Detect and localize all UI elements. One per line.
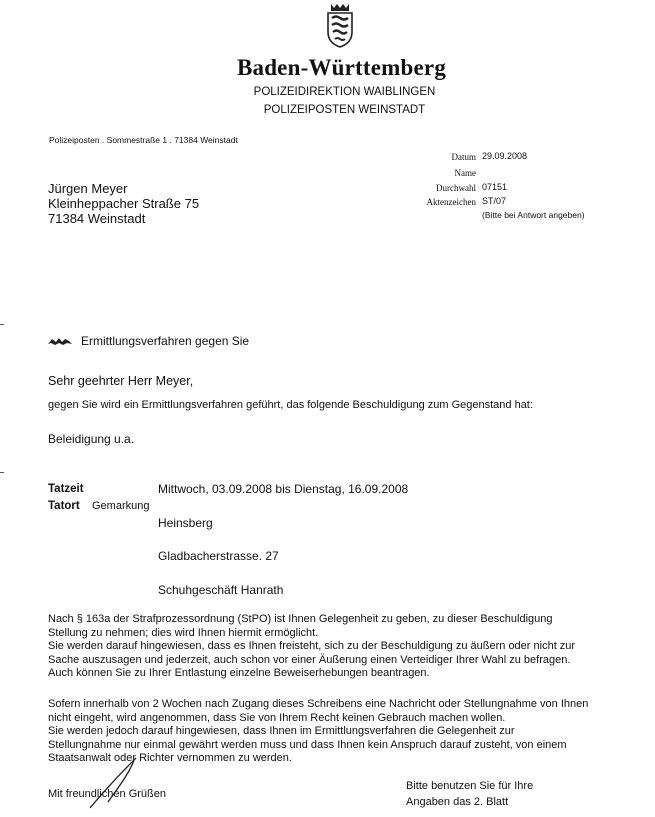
signature-stroke: [86, 752, 146, 812]
closing-text: Mit freundlichen Grüßen: [48, 788, 166, 800]
state-name: Baden-Württemberg: [236, 55, 447, 80]
department-name: POLIZEIDIREKTION WAIBLINGEN: [253, 86, 436, 98]
datum-value: 29.09.2008: [482, 151, 528, 161]
datum-label: Datum: [451, 152, 476, 162]
durchwahl-label: Durchwahl: [436, 183, 476, 193]
office-name: POLIZEIPOSTEN WEINSTADT: [263, 104, 426, 116]
reference-note: (Bitte bei Antwort angeben): [482, 210, 585, 220]
charge-text: Beleidigung u.a.: [48, 432, 135, 446]
tatort-label: Tatort: [48, 500, 80, 512]
paragraph-line: Stellungnahme nur einmal gewährt werden muss und dass Ihnen kein Anspruch darauf zusteht, von einem: [48, 738, 567, 751]
side-note-line2: Angaben das 2. Blatt: [406, 796, 509, 808]
paragraph-line: Sie werden darauf hingewiesen, dass es Ihnen freisteht, sich zu der Beschuldigung zu äußern oder nicht zur: [48, 640, 576, 653]
intro-text: gegen Sie wird ein Ermittlungsverfahren geführt, das folgende Beschuldigung zum Gegenstand hat:: [48, 399, 533, 411]
paragraph-line: nicht eingeht, wird angenommen, dass Sie von Ihrem Recht keinen Gebrauch machen wollen.: [48, 711, 506, 724]
tatort-city: Heinsberg: [158, 516, 213, 530]
paragraph-line: Auch können Sie zu Ihrer Entlastung einzelne Beweiserhebungen beantragen.: [48, 667, 430, 680]
gemarkung-label: Gemarkung: [92, 500, 150, 512]
fold-mark: [0, 324, 4, 325]
tatzeit-value: Mittwoch, 03.09.2008 bis Dienstag, 16.09.2008: [158, 482, 409, 496]
aktenzeichen-value: ST/07: [482, 196, 507, 206]
paragraph-line: Sofern innerhalb von 2 Wochen nach Zugang dieses Schreibens eine Nachricht oder Stellungnahme von Ihnen: [48, 698, 589, 710]
recipient-street: Kleinheppacher Straße 75: [48, 196, 200, 211]
paragraph-line: Sache auszusagen und jederzeit, auch schon vor einer Äußerung einen Verteidiger Ihrer Wahl zu befragen.: [48, 653, 571, 666]
paragraph-line: Sie werden jedoch darauf hingewiesen, dass Ihnen im Ermittlungsverfahren die Gelegenheit zur: [48, 725, 515, 738]
side-note-line1: Bitte benutzen Sie für Ihre: [406, 780, 534, 792]
tatort-place: Schuhgeschäft Hanrath: [158, 583, 284, 597]
coat-of-arms-icon: [323, 2, 357, 48]
paragraph-line: Nach § 163a der Strafprozessordnung (StPO) ist Ihnen Gelegenheit zu geben, zu dieser Beschuldigung: [48, 613, 553, 625]
tatzeit-label: Tatzeit: [48, 483, 84, 495]
tatort-street: Gladbacherstrasse. 27: [158, 549, 279, 563]
salutation: Sehr geehrter Herr Meyer,: [48, 374, 194, 388]
recipient-city: 71384 Weinstadt: [48, 211, 146, 226]
paragraph-line: Stellung zu nehmen; dies wird Ihnen hiermit ermöglicht.: [48, 626, 319, 639]
fold-mark: [0, 472, 4, 473]
recipient-name: Jürgen Meyer: [48, 181, 128, 196]
aktenzeichen-label: Aktenzeichen: [426, 197, 476, 207]
subject-line: Ermittlungsverfahren gegen Sie: [81, 334, 250, 348]
sender-line: Polizeiposten . Sommestraße 1 . 71384 Weinstadt: [49, 135, 238, 145]
paragraph-rights: [48, 613, 638, 681]
name-label: Name: [454, 168, 476, 178]
paragraph-line: Staatsanwalt oder Richter vernommen zu werden.: [48, 752, 292, 765]
durchwahl-value: 07151: [482, 182, 508, 192]
lion-emblem-icon: [47, 336, 73, 346]
